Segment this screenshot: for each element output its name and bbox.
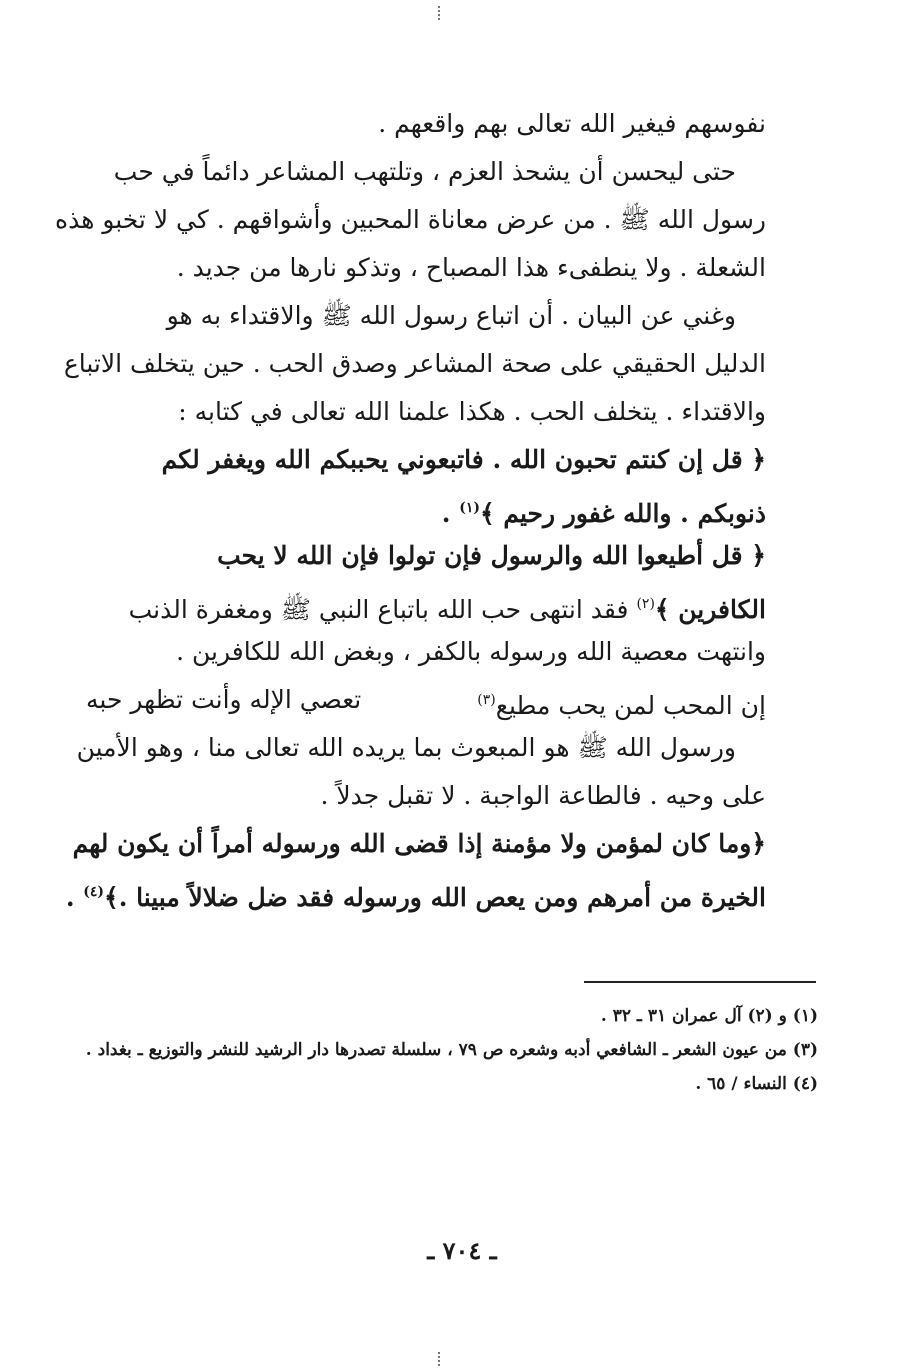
- footnote-ref: (٤): [83, 884, 105, 900]
- text-rest: فقد انتهى حب الله باتباع النبي ﷺ ومغفرة الذنب: [128, 595, 637, 624]
- footnote: (١) و (٢) آل عمران ٣١ ـ ٣٢ .: [600, 1006, 818, 1026]
- quran-verse-line: ﴿ قل إن كنتم تحبون الله . فاتبعوني يحببكم الله ويغفر لكم: [161, 445, 766, 474]
- footnote-ref: (٣): [477, 692, 496, 708]
- quran-verse-line: [65, 868, 766, 916]
- footnote-ref: (١): [459, 500, 480, 516]
- text-line: [86, 580, 766, 628]
- text-line: حتى ليحسن أن يشحذ العزم ، وتلتهب المشاعر دائماً في حب: [113, 157, 736, 186]
- text-line: رسول الله ﷺ . من عرض معاناة المحبين وأشواقهم . كي لا تخبو هذه: [54, 205, 766, 234]
- bottom-dotted-mark: [438, 1352, 442, 1366]
- quran-verse-line: ﴿ قل أطيعوا الله والرسول فإن تولوا فإن الله لا يحب: [217, 541, 766, 570]
- verse-second-hemistich: إن المحب لمن يحب مطيع$^{(٣)}$: [477, 691, 766, 720]
- text-line: نفوسهم فيغير الله تعالى بهم واقعهم .: [378, 109, 766, 138]
- text-line: الدليل الحقيقي على صحة المشاعر وصدق الحب . حين يتخلف الاتباع: [63, 349, 766, 378]
- verse-text: ذنوبكم . والله غفور رحيم ﴾: [479, 499, 766, 528]
- text-line: الشعلة . ولا ينطفىء هذا المصباح ، وتذكو نارها من جديد .: [176, 253, 766, 282]
- page-number: ـ ٧٠٤ ـ: [427, 1236, 497, 1265]
- footnote: (٣) من عيون الشعر ـ الشافعي أدبه وشعره ص ٧٩ ، سلسلة تصدرها دار الرشيد للنشر والتوزيع ـ بغداد .: [85, 1040, 818, 1060]
- verse-first-hemistich: تعصي الإله وأنت تظهر حبه: [86, 685, 362, 714]
- text-line: وانتهت معصية الله ورسوله بالكفر ، وبغض الله للكافرين .: [176, 637, 766, 666]
- footnote-ref: (٢): [636, 596, 655, 612]
- text-line: وغني عن البيان . أن اتباع رسول الله ﷺ والاقتداء به هو: [166, 301, 736, 330]
- verse-text: الخيرة من أمرهم ومن يعص الله ورسوله فقد ضل ضلالاً مبينا .﴾: [104, 883, 766, 912]
- poetry-verse: [86, 676, 766, 724]
- quran-verse-line: [86, 484, 766, 532]
- quran-verse-line: ﴿وما كان لمؤمن ولا مؤمنة إذا قضى الله ورسوله أمراً أن يكون لهم: [72, 829, 766, 858]
- text-line: على وحيه . فالطاعة الواجبة . لا تقبل جدلاً .: [320, 781, 766, 810]
- line-end: .: [441, 499, 460, 528]
- line-end: .: [65, 883, 84, 912]
- top-dotted-mark: [438, 6, 442, 20]
- footnotes: [60, 999, 818, 1101]
- text-line: والاقتداء . يتخلف الحب . هكذا علمنا الله تعالى في كتابه :: [178, 397, 766, 426]
- main-text: [54, 100, 766, 916]
- footnote-separator: [584, 981, 816, 983]
- verse-text: الكافرين ﴾: [654, 595, 766, 624]
- footnote: (٤) النساء / ٦٥ .: [695, 1074, 818, 1094]
- text-line: ورسول الله ﷺ هو المبعوث بما يريده الله تعالى منا ، وهو الأمين: [76, 733, 736, 762]
